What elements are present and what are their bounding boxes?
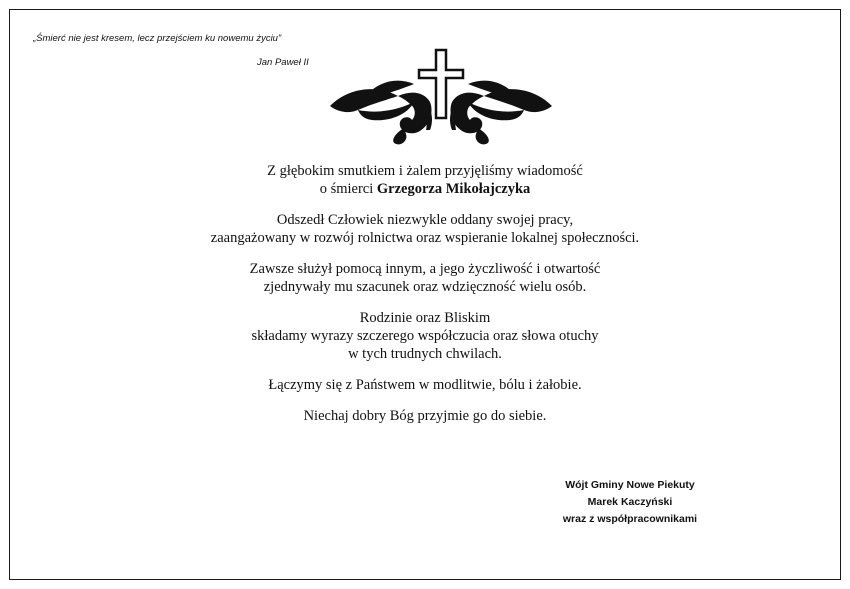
message-paragraph-2 bbox=[0, 211, 850, 247]
message-paragraph-5 bbox=[0, 376, 850, 394]
message-line: w tych trudnych chwilach. bbox=[348, 346, 502, 362]
signature-line-2: Marek Kaczyński bbox=[587, 496, 673, 508]
signature-line-1: Wójt Gminy Nowe Piekuty bbox=[565, 479, 695, 491]
message-line: Z głębokim smutkiem i żalem przyjęliśmy wiadomość bbox=[267, 163, 583, 179]
message-line: Odszedł Człowiek niezwykle oddany swojej pracy, bbox=[276, 212, 574, 228]
message-paragraph-1 bbox=[0, 162, 850, 198]
cross-with-floral-flourish-icon bbox=[328, 44, 554, 148]
message-prefix: o śmierci bbox=[319, 181, 377, 197]
message-line: zjednywały mu szacunek oraz wdzięczność wielu osób. bbox=[263, 279, 587, 295]
message-line: zaangażowany w rozwój rolnictwa oraz wspieranie lokalnej społeczności. bbox=[210, 230, 640, 246]
epigraph-author: Jan Paweł II bbox=[257, 57, 309, 68]
signature-block bbox=[520, 477, 740, 528]
message-paragraph-6 bbox=[0, 407, 850, 425]
message-paragraph-4 bbox=[0, 309, 850, 363]
epigraph-quote: „Śmierć nie jest kresem, lecz przejściem ku nowemu życiu” bbox=[33, 33, 282, 44]
message-line bbox=[0, 180, 850, 198]
message-paragraph-3 bbox=[0, 260, 850, 296]
message-line: Niechaj dobry Bóg przyjmie go do siebie. bbox=[303, 408, 547, 424]
condolence-message bbox=[0, 162, 850, 438]
signature-line-3: wraz z współpracownikami bbox=[562, 513, 698, 525]
message-line: Zawsze służył pomocą innym, a jego życzliwość i otwartość bbox=[249, 261, 601, 277]
deceased-name: Grzegorza Mikołajczyka bbox=[376, 181, 531, 197]
message-line: składamy wyrazy szczerego współczucia oraz słowa otuchy bbox=[251, 328, 599, 344]
message-line: Rodzinie oraz Bliskim bbox=[359, 310, 491, 326]
message-line: Łączymy się z Państwem w modlitwie, bólu i żałobie. bbox=[268, 377, 582, 393]
